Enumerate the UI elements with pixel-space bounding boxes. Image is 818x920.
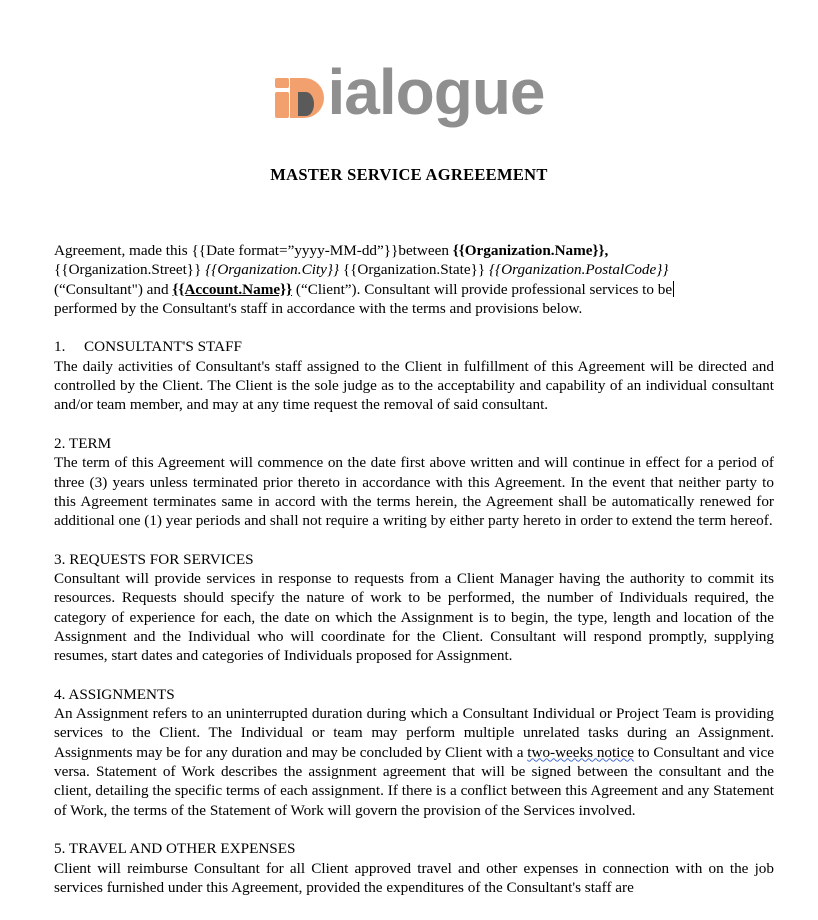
logo-letter-i: [275, 70, 289, 118]
section-1-text: The daily activities of Consultant's staff assigned to the Client in fulfillment of this Agreement will be directed and controlled by the Client. The Client is the sole judge as to the acceptability and capability of an individual consultant and/or team member, and may at any time request the removal of said consultant.: [54, 357, 774, 414]
section-2-heading: 2. TERM: [54, 434, 112, 452]
org-street-merge-field: {{Organization.Street}}: [54, 261, 202, 279]
spellcheck-flag: two-weeks notice: [527, 743, 634, 761]
section-3-text: Consultant will provide services in response to requests from a Client Manager having the authority to commit its resources. Requests should specify the nature of work to be performed, the number of Individuals required, the category of experience for each, the date on which the Assignment is to begin, the type, length and location of the Assignment and the Individual who will coordinate for the Client. Consultant will respond promptly, supplying resumes, start dates and categories of Individuals proposed for Assignment.: [54, 570, 774, 665]
org-state-merge-field: {{Organization.State}}: [342, 261, 486, 279]
document-body[interactable]: [54, 241, 774, 897]
section-3-heading: 3. REQUESTS FOR SERVICES: [54, 550, 254, 568]
section-4-text: An Assignment refers to an uninterrupted duration during which a Consultant Individual or Project Team is providing services to the Client. The Individual or team may perform multiple unrelated tasks during an Assignment. Assignments may be for any duration and may be concluded by Client with a two-weeks notice to Consultant and vice versa. Statement of Work describes the assignment agreement that will be signed between the consultant and the client, detailing the specific terms of each assignment. If there is a conflict between this Agreement and any Statement of Work, the terms of the Statement of Work will govern the provision of the Services involved.: [54, 705, 774, 819]
section-1-heading: 1. CONSULTANT'S STAFF: [54, 338, 242, 356]
logo-d-icon: [290, 70, 326, 118]
org-name-merge-field: {{Organization.Name}},: [452, 242, 609, 259]
org-postal-merge-field: {{Organization.PostalCode}}: [488, 261, 669, 279]
section-5-heading: 5. TRAVEL AND OTHER EXPENSES: [54, 840, 296, 858]
logo-text: ialogue: [327, 56, 545, 128]
section-5-text: Client will reimburse Consultant for all Client approved travel and other expenses in connection with on the job services furnished under this Agreement, provided the expenditures of the Consultant's staff are: [54, 859, 774, 896]
text-cursor: [673, 281, 674, 297]
date-merge-field: {{Date format=”yyyy-MM-dd”}}: [191, 242, 399, 259]
document-title: MASTER SERVICE AGREEEMENT: [270, 165, 548, 184]
brand-logo: [0, 46, 818, 128]
account-name-merge-field: {{Account.Name}}: [172, 280, 293, 298]
org-city-merge-field: {{Organization.City}}: [205, 261, 340, 279]
section-2-text: The term of this Agreement will commence on the date first above written and will continue in effect for a period of three (3) years unless terminated prior thereto in accordance with this Agreement. In the event that neither party to this Agreement terminates same in accord with the terms herein, the Agreement shall be automatically renewed for additional one (1) year periods and shall not require a writing by either party hereto in order to extend the term hereof.: [54, 454, 774, 530]
section-4-heading: 4. ASSIGNMENTS: [54, 685, 175, 703]
intro-paragraph: Agreement, made this {{Date format=”yyyy-MM-dd”}}between {{Organization.Name}}, {{Organization.Street}} {{Organization.City}} {{Organization.State}} {{Organization.PostalCode}} (“Consultant") and {{Account.Name}} (“Client”). Consultant will provide professional services to be performed by the Consultant's staff in accordance with the terms and provisions below.: [54, 242, 673, 317]
